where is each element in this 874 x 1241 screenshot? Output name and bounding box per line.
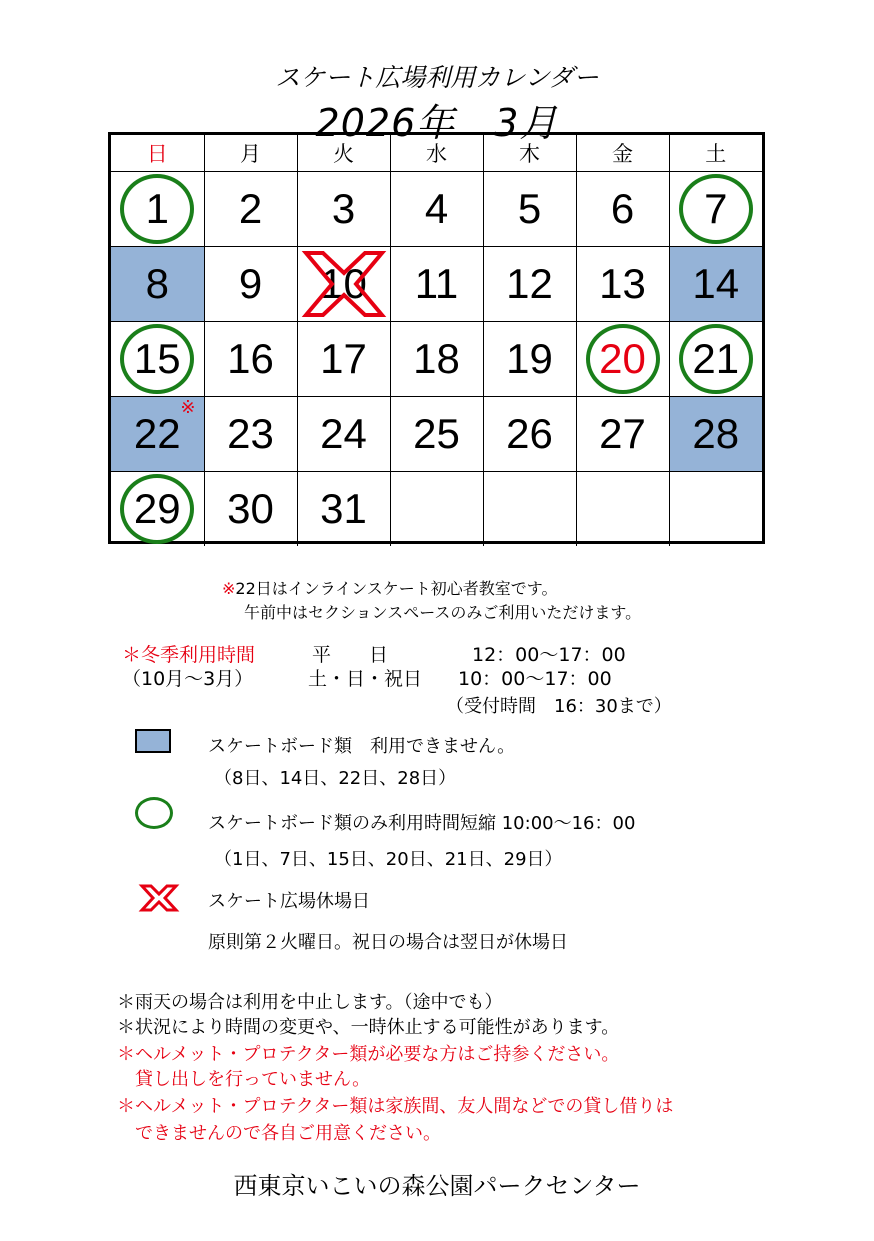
day-cell [669,472,762,547]
day-number: 25 [413,410,460,457]
day-cell [483,322,576,397]
day-number: 28 [692,410,740,457]
day-number: 23 [227,410,274,457]
day-cell [297,472,390,547]
calendar-grid [108,132,765,544]
day-cell [669,322,762,397]
note-rain: ＊雨天の場合は利用を中止します。（途中でも） [117,992,503,1013]
day-number: 11 [414,260,459,307]
weekday-header: 水 [390,135,483,172]
weekday-header: 月 [204,135,297,172]
weekday-label: 平 日 [312,644,389,666]
legend-blue-text: スケートボード類 利用できません。 [208,736,516,757]
weekday-header: 日 [111,135,204,172]
holiday-label: 土・日・祝日 [308,668,423,690]
day-number: 26 [506,410,553,457]
calendar-month: 2026年 3月 [315,101,559,145]
day-number: 24 [320,410,367,457]
day-number: 20 [599,335,646,382]
legend-blue-dates: （8日、14日、22日、28日） [214,768,457,789]
day-cell [390,172,483,247]
weekday-time: 12：00～17：00 [472,644,626,666]
note-mark: ※ [222,579,236,598]
day-cell [483,172,576,247]
day-number: 9 [238,260,263,307]
weekday-header: 土 [669,135,762,172]
week-row [111,247,762,322]
legend-x-text: スケート広場休場日 [208,891,370,912]
legend-x-sub: 原則第２火曜日。祝日の場合は翌日が休場日 [208,932,568,953]
day-cell [390,397,483,472]
legend-green-circle [135,797,173,829]
day-number: 21 [692,335,740,382]
day-cell [204,397,297,472]
note-line-2: 午前中はセクションスペースのみご利用いただけます。 [244,603,642,622]
day-number: 27 [599,410,646,457]
day-number: 4 [424,185,449,232]
note-no-sharing: ＊ヘルメット・プロテクター類は家族間、友人間などでの貸し借りは [117,1096,674,1117]
day-cell [111,172,204,247]
day-cell [576,322,669,397]
week-row [111,172,762,247]
day-number: 13 [599,260,646,307]
day-cell [576,472,669,547]
weekday-header: 木 [483,135,576,172]
day-cell [390,472,483,547]
legend-circle-text: スケートボード類のみ利用時間短縮 10:00～16：00 [208,813,636,834]
day-cell [204,247,297,322]
day-number: 29 [133,485,181,532]
day-cell [111,397,204,472]
day-number: 2 [238,185,263,232]
legend-blue-square [135,729,171,753]
day-number: 15 [133,335,181,382]
day-cell [297,247,390,322]
note-schedule-change: ＊状況により時間の変更や、一時休止する可能性があります。 [117,1017,620,1038]
day-cell [297,322,390,397]
weekday-header: 火 [297,135,390,172]
calendar-title: スケート広場利用カレンダー [275,63,599,92]
day-number: 8 [145,260,169,307]
day-cell [111,472,204,547]
legend-x-icon [138,882,180,914]
day-number: 30 [227,485,274,532]
day-number: 1 [145,185,169,232]
day-cell [390,322,483,397]
day-number: 5 [517,185,542,232]
day-cell [297,172,390,247]
hours-period: （10月～3月） [122,668,254,690]
day-cell [576,172,669,247]
week-row [111,322,762,397]
day-cell [576,247,669,322]
day-number: 14 [692,260,740,307]
weekday-header: 金 [576,135,669,172]
note-bring-own: できませんので各自ご用意ください。 [135,1123,441,1144]
week-row [111,472,762,547]
hours-label: ＊冬季利用時間 [122,644,256,666]
day-number: 31 [320,485,367,532]
day-cell [576,397,669,472]
day-cell [483,472,576,547]
note-line-1 [222,576,558,599]
note-no-rental: 貸し出しを行っていません。 [135,1069,371,1090]
day-number: 19 [506,335,553,382]
day-number: 18 [413,335,460,382]
day-number: 10 [320,260,367,307]
legend-circle-dates: （1日、7日、15日、20日、21日、29日） [214,849,563,870]
day-cell [111,322,204,397]
day-cell [669,172,762,247]
footer-organization: 西東京いこいの森公園パークセンター [233,1172,641,1200]
day-number: 7 [704,185,728,232]
day-number: 6 [610,185,635,232]
day-cell [111,247,204,322]
day-cell [669,247,762,322]
day-cell [204,472,297,547]
day-cell [483,397,576,472]
note-mark: ※ [180,397,196,417]
reception-time: （受付時間 16：30まで） [446,696,672,717]
holiday-time: 10：00～17：00 [458,668,612,690]
day-cell [390,247,483,322]
day-cell [204,172,297,247]
day-cell [297,397,390,472]
day-cell [483,247,576,322]
closed-day-x-icon [301,249,387,319]
day-number: 12 [506,260,553,307]
day-number: 17 [320,335,367,382]
day-cell [204,322,297,397]
day-cell [669,397,762,472]
weekday-header-row [111,135,762,172]
week-row [111,397,762,472]
note-helmet-bring: ＊ヘルメット・プロテクター類が必要な方はご持参ください。 [117,1044,620,1065]
day-number: 3 [331,185,356,232]
day-number: 16 [227,335,274,382]
day-number: 22 [133,410,181,457]
note-text-1: 22日はインラインスケート初心者教室です。 [235,579,558,598]
